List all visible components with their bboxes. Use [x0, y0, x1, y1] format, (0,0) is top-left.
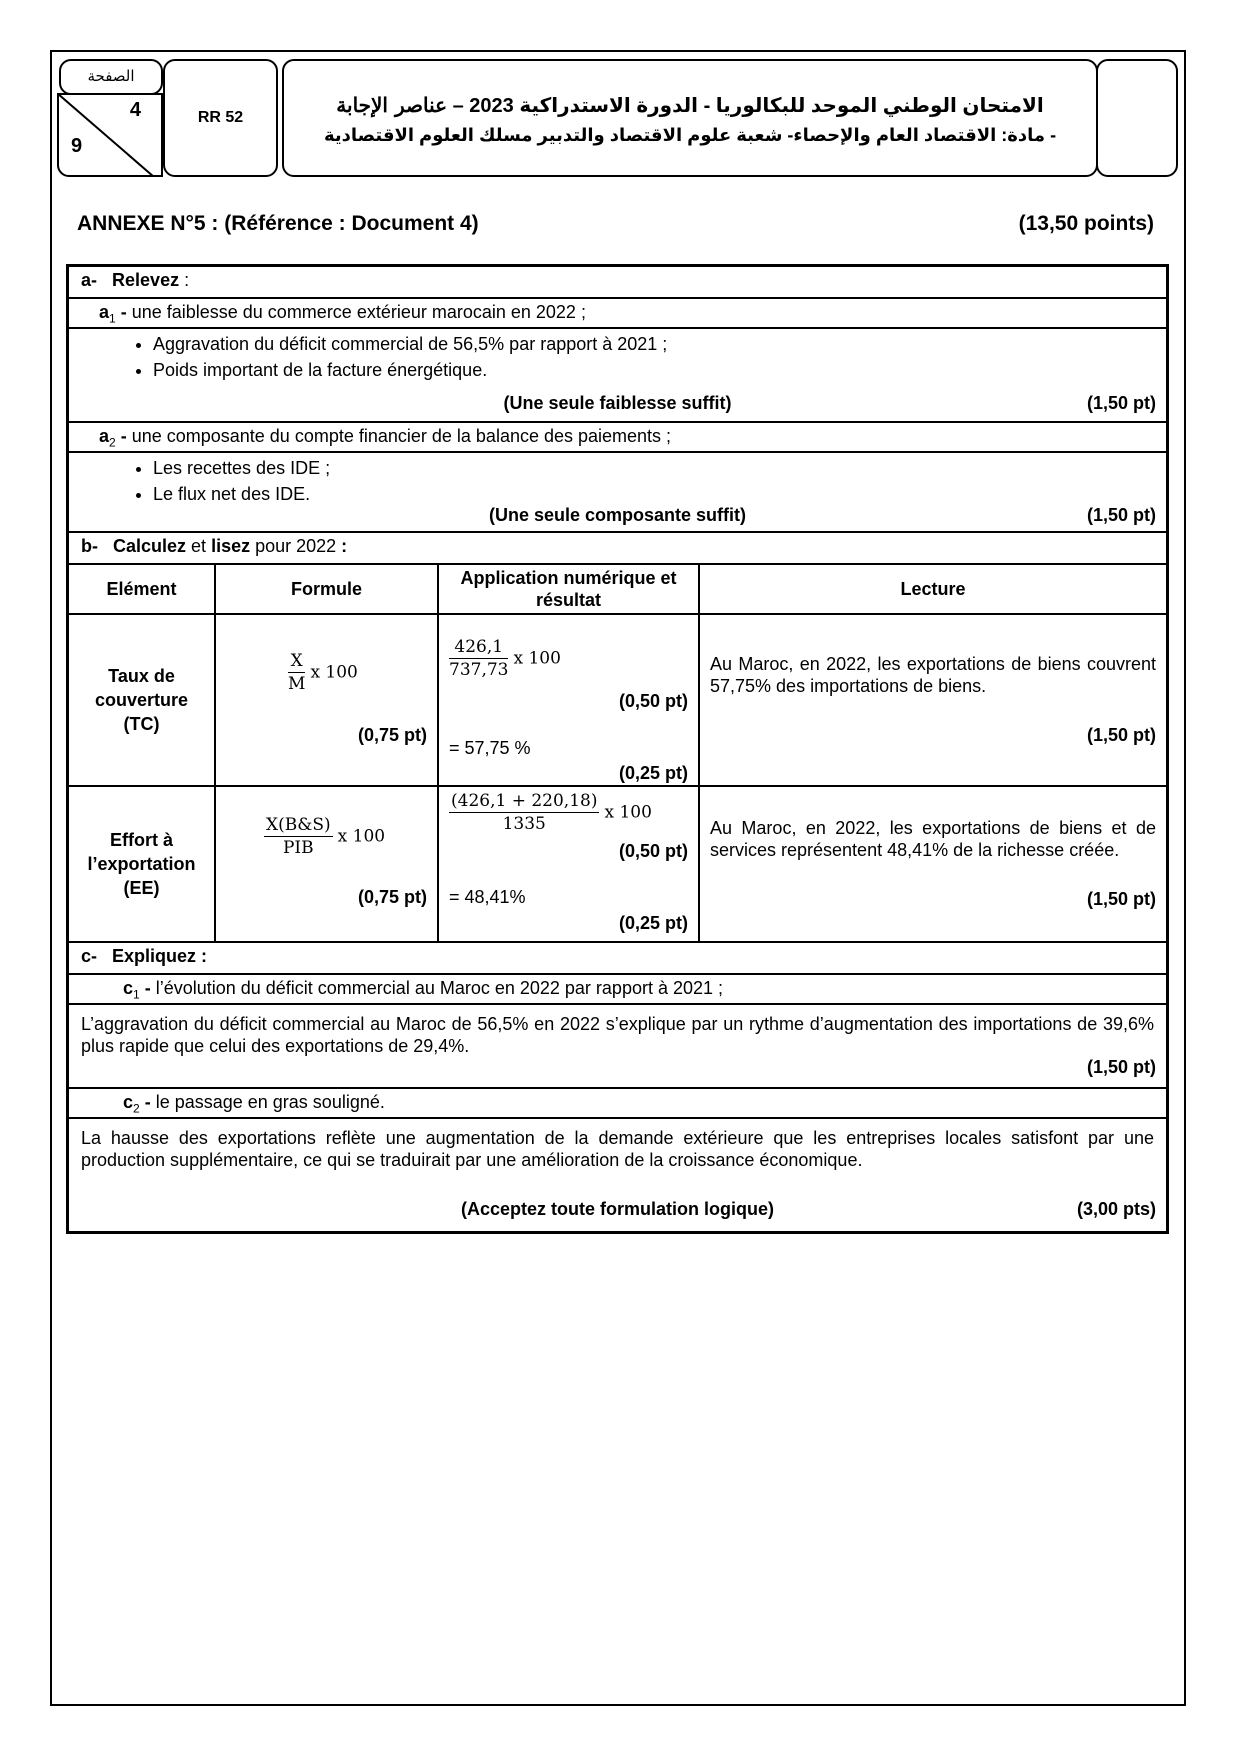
answer-c1-text: L’aggravation du déficit commercial au Maroc de 56,5% en 2022 s’explique par un rythme d’augmentation des importations de 39,6% plus rapide que celui des exportations de 29,4%.	[81, 1014, 1154, 1056]
formula-tc-expr	[288, 651, 358, 694]
application-ee-num: (426,1 + 220,18)	[451, 791, 598, 811]
calc-table-header	[69, 565, 1166, 615]
formula-ee-mult: x 100	[337, 826, 386, 847]
application-ee	[439, 787, 700, 941]
element-ee: Effort à l’exportation (EE)	[69, 787, 216, 941]
list-item: • Poids important de la facture énergétique.	[153, 357, 1154, 383]
a2-label: a	[99, 426, 110, 446]
formula-ee	[216, 787, 439, 941]
application-ee-points1: (0,50 pt)	[618, 841, 688, 861]
question-c2	[69, 1089, 1166, 1119]
page-current: 4	[129, 99, 141, 121]
header-reading: Lecture	[900, 579, 966, 599]
page-label-box	[59, 59, 163, 95]
application-tc-result: = 57,75 %	[449, 738, 531, 758]
application-ee-points2: (0,25 pt)	[618, 913, 688, 933]
application-tc	[439, 615, 700, 785]
application-tc-fraction	[449, 637, 508, 680]
answer-c2-text: La hausse des exportations reflète une augmentation de la demande extérieure que les entreprises locales satisfont par une production supplémentaire, ce qui se traduirait par une amélioration de la croissance économique.	[81, 1128, 1154, 1170]
exam-title-box	[282, 59, 1098, 177]
c2-dash: -	[139, 1092, 151, 1112]
formula-tc-den: M	[288, 674, 306, 694]
exam-session: الامتحان الوطني الموحد للبكالوريا - الدورة الاستدراكية 2023 –	[447, 95, 1044, 117]
header-formula: Formule	[216, 565, 439, 613]
section-b-header	[69, 533, 1166, 565]
calc-row-tc	[69, 615, 1166, 787]
a1-text: une faiblesse du commerce extérieur marocain en 2022 ;	[126, 302, 586, 322]
formula-ee-num: X(B&S)	[266, 815, 331, 835]
application-ee-mult: x 100	[604, 802, 652, 823]
section-b-verb1: Calculez	[113, 536, 187, 556]
page-total: 9	[71, 135, 83, 157]
header-element: Elément	[69, 565, 216, 613]
a2-text: une composante du compte financier de la balance des paiements ;	[126, 426, 672, 446]
list-item: • Les recettes des IDE ;	[153, 455, 1154, 481]
calc-row-ee	[69, 787, 1166, 943]
answer-a2-list	[81, 455, 1154, 507]
a1-note: (Une seule faiblesse suffit)	[503, 393, 732, 413]
exam-title-line1	[284, 91, 1096, 120]
reading-tc-points: (1,50 pt)	[1086, 725, 1156, 745]
c1-label: c	[123, 978, 134, 998]
element-tc: Taux de couverture (TC)	[69, 615, 216, 785]
section-b-mid: et	[186, 536, 212, 556]
section-b-colon: :	[341, 536, 348, 556]
section-a-prefix: a-	[81, 270, 98, 290]
formula-ee-den: PIB	[282, 838, 314, 858]
page-label: الصفحة	[87, 68, 135, 85]
section-a-suffix: :	[179, 270, 190, 290]
annex-title: ANNEXE N°5 : (Référence : Document 4)	[77, 212, 479, 235]
application-ee-expr	[449, 791, 652, 834]
list-item: • Le flux net des IDE.	[153, 481, 1154, 507]
section-a-verb: Relevez	[112, 270, 180, 290]
c2-text: le passage en gras souligné.	[150, 1092, 385, 1112]
a2-sub: 2	[109, 435, 116, 450]
c1-dash: -	[139, 978, 151, 998]
c2-points: (3,00 pts)	[1076, 1199, 1156, 1219]
formula-tc-fraction	[288, 651, 305, 694]
a2-note: (Une seule composante suffit)	[488, 505, 747, 525]
application-tc-mult: x 100	[513, 648, 561, 669]
c2-label: c	[123, 1092, 134, 1112]
c2-note: (Acceptez toute formulation logique)	[461, 1199, 774, 1219]
section-c-header	[69, 943, 1166, 975]
c1-text: l’évolution du déficit commercial au Maroc en 2022 par rapport à 2021 ;	[150, 978, 724, 998]
application-tc-expr	[449, 637, 561, 680]
section-b-rest: pour 2022	[250, 536, 342, 556]
question-a2	[69, 423, 1166, 453]
application-ee-den: 1335	[502, 814, 546, 834]
a1-dash: -	[115, 302, 127, 322]
a2-points: (1,50 pt)	[1086, 505, 1156, 525]
reading-ee	[700, 787, 1166, 941]
section-c-verb: Expliquez :	[112, 946, 208, 966]
a2-dash: -	[115, 426, 127, 446]
section-b-verb2: lisez	[211, 536, 251, 556]
exam-code-box	[163, 59, 278, 177]
exam-code: RR 52	[197, 109, 244, 126]
formula-ee-fraction	[264, 815, 333, 858]
annex-points: (13,50 points)	[1018, 212, 1154, 235]
formula-tc-num: X	[288, 651, 305, 673]
answer-c2	[69, 1119, 1166, 1231]
application-tc-num: 426,1	[449, 637, 508, 659]
formula-ee-points: (0,75 pt)	[357, 887, 427, 907]
c1-points: (1,50 pt)	[1086, 1057, 1156, 1077]
application-ee-fraction	[449, 791, 599, 834]
formula-tc	[216, 615, 439, 785]
application-ee-result: = 48,41%	[449, 887, 526, 907]
application-tc-points1: (0,50 pt)	[618, 691, 688, 711]
answer-table	[66, 264, 1169, 1234]
header-application: Application numérique et résultat	[439, 565, 700, 613]
page-number-box	[57, 93, 163, 177]
reading-ee-text: Au Maroc, en 2022, les exportations de biens et de services représentent 48,41% de la richesse créée.	[710, 818, 1156, 860]
formula-ee-expr	[264, 815, 385, 858]
question-c1	[69, 975, 1166, 1005]
section-a-header	[69, 267, 1166, 299]
answer-a1-list	[81, 331, 1154, 383]
a1-label: a	[99, 302, 110, 322]
formula-tc-points: (0,75 pt)	[357, 725, 427, 745]
question-a1	[69, 299, 1166, 329]
list-item: • Aggravation du déficit commercial de 56,5% par rapport à 2021 ;	[153, 331, 1154, 357]
answer-a2	[69, 453, 1166, 533]
c2-sub: 2	[133, 1101, 140, 1116]
answer-a1	[69, 329, 1166, 423]
reading-ee-points: (1,50 pt)	[1086, 889, 1156, 909]
section-c-prefix: c-	[81, 946, 98, 966]
answer-elements-label: عناصر الإجابة	[336, 93, 448, 117]
reading-tc	[700, 615, 1166, 785]
header-right-box	[1096, 59, 1178, 177]
answer-c1	[69, 1005, 1166, 1089]
reading-tc-text: Au Maroc, en 2022, les exportations de biens couvrent 57,75% des importations de biens.	[710, 654, 1156, 696]
a1-points: (1,50 pt)	[1086, 393, 1156, 413]
section-b-prefix: b-	[81, 536, 98, 556]
application-tc-points2: (0,25 pt)	[618, 763, 688, 783]
exam-subject: - مادة: الاقتصاد العام والإحصاء- شعبة علوم الاقتصاد والتدبير مسلك العلوم الاقتصادية	[323, 125, 1057, 145]
c1-sub: 1	[133, 987, 140, 1002]
a1-sub: 1	[109, 311, 116, 326]
formula-tc-mult: x 100	[310, 662, 358, 683]
application-tc-den: 737,73	[449, 660, 509, 680]
